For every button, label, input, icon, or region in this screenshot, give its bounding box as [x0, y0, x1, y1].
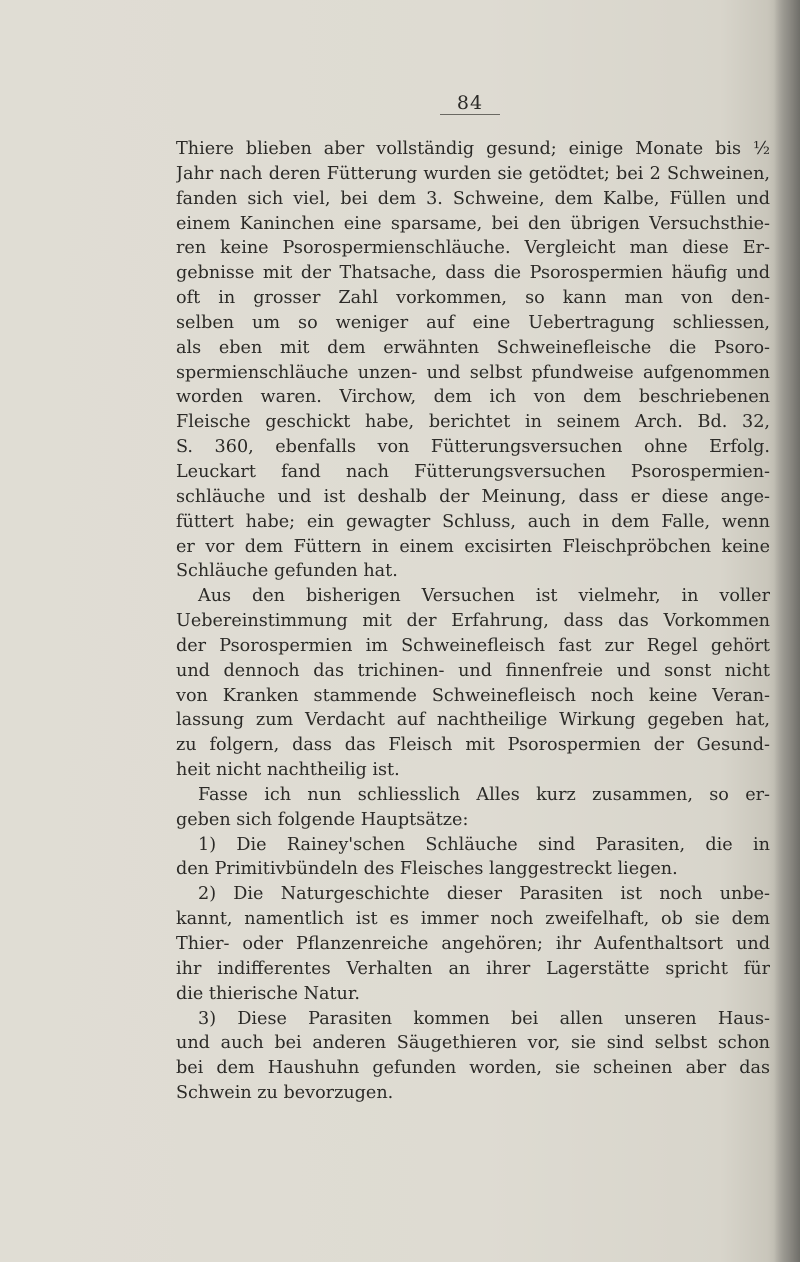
text-line: er vor dem Füttern in einem excisirten Fleischpröbchen keine [176, 536, 770, 557]
text-line: fanden sich viel, bei dem 3. Schweine, dem Kalbe, Füllen und [176, 188, 770, 209]
text-line: Schläuche gefunden hat. [176, 561, 398, 582]
text-line: den Primitivbündeln des Fleisches langgestreckt liegen. [176, 859, 678, 880]
text-line: spermienschläuche unzen- und selbst pfundweise aufgenommen [176, 362, 770, 383]
text-line: Fleische geschickt habe, berichtet in seinem Arch. Bd. 32, [176, 412, 770, 433]
text-line: lassung zum Verdacht auf nachtheilige Wirkung gegeben hat, [176, 710, 770, 731]
body-text [176, 137, 770, 1106]
text-line: und dennoch das trichinen- und finnenfreie und sonst nicht [176, 660, 770, 681]
page-spine-shadow [774, 0, 800, 1262]
text-line: der Psorospermien im Schweinefleisch fast zur Regel gehört [176, 635, 770, 656]
text-line: von Kranken stammende Schweinefleisch noch keine Veran- [176, 685, 770, 706]
text-line: 1) Die Rainey'schen Schläuche sind Parasiten, die in [198, 834, 770, 855]
text-line: Schwein zu bevorzugen. [176, 1083, 394, 1104]
text-line: Thier- oder Pflanzenreiche angehören; ihr Aufenthaltsort und [176, 934, 770, 954]
text-line: selben um so weniger auf eine Uebertragung schliessen, [176, 312, 770, 333]
text-line: füttert habe; ein gewagter Schluss, auch in dem Falle, wenn [176, 511, 770, 532]
text-line: einem Kaninchen eine sparsame, bei den übrigen Versuchsthie- [176, 213, 770, 234]
text-line: 2) Die Naturgeschichte dieser Parasiten ist noch unbe- [198, 884, 770, 905]
text-line: Thiere blieben aber vollständig gesund; einige Monate bis ½ [176, 139, 770, 159]
text-line: ren keine Psorospermienschläuche. Vergleicht man diese Er- [176, 238, 770, 259]
text-line: und auch bei anderen Säugethieren vor, sie sind selbst schon [176, 1033, 770, 1054]
text-line: ihr indifferentes Verhalten an ihrer Lagerstätte spricht für [176, 958, 770, 979]
text-line: Leuckart fand nach Fütterungsversuchen Psorospermien- [176, 461, 770, 482]
text-line: kannt, namentlich ist es immer noch zweifelhaft, ob sie dem [176, 909, 770, 930]
page-number: 84 [440, 92, 500, 115]
text-line: zu folgern, dass das Fleisch mit Psorospermien der Gesund- [176, 735, 770, 756]
text-line: die thierische Natur. [176, 983, 360, 1004]
text-line: 3) Diese Parasiten kommen bei allen unseren Haus- [198, 1008, 770, 1029]
text-line: Uebereinstimmung mit der Erfahrung, dass das Vorkommen [176, 611, 770, 632]
text-line: Aus den bisherigen Versuchen ist vielmehr, in voller [198, 586, 770, 607]
text-line: heit nicht nachtheilig ist. [176, 760, 400, 781]
text-line: Jahr nach deren Fütterung wurden sie getödtet; bei 2 Schweinen, [176, 163, 770, 184]
text-line: oft in grosser Zahl vorkommen, so kann man von den- [176, 288, 770, 309]
text-line: bei dem Haushuhn gefunden worden, sie scheinen aber das [176, 1058, 770, 1079]
text-line: worden waren. Virchow, dem ich von dem beschriebenen [176, 387, 770, 408]
text-line: schläuche und ist deshalb der Meinung, dass er diese ange- [176, 486, 770, 507]
text-line: Fasse ich nun schliesslich Alles kurz zusammen, so er- [198, 784, 770, 805]
text-line: als eben mit dem erwähnten Schweinefleische die Psoro- [176, 337, 770, 358]
text-line: S. 360, ebenfalls von Fütterungsversuchen ohne Erfolg. [176, 437, 770, 458]
text-line: geben sich folgende Hauptsätze: [176, 809, 469, 830]
text-line: gebnisse mit der Thatsache, dass die Psorospermien häufig und [176, 263, 770, 284]
